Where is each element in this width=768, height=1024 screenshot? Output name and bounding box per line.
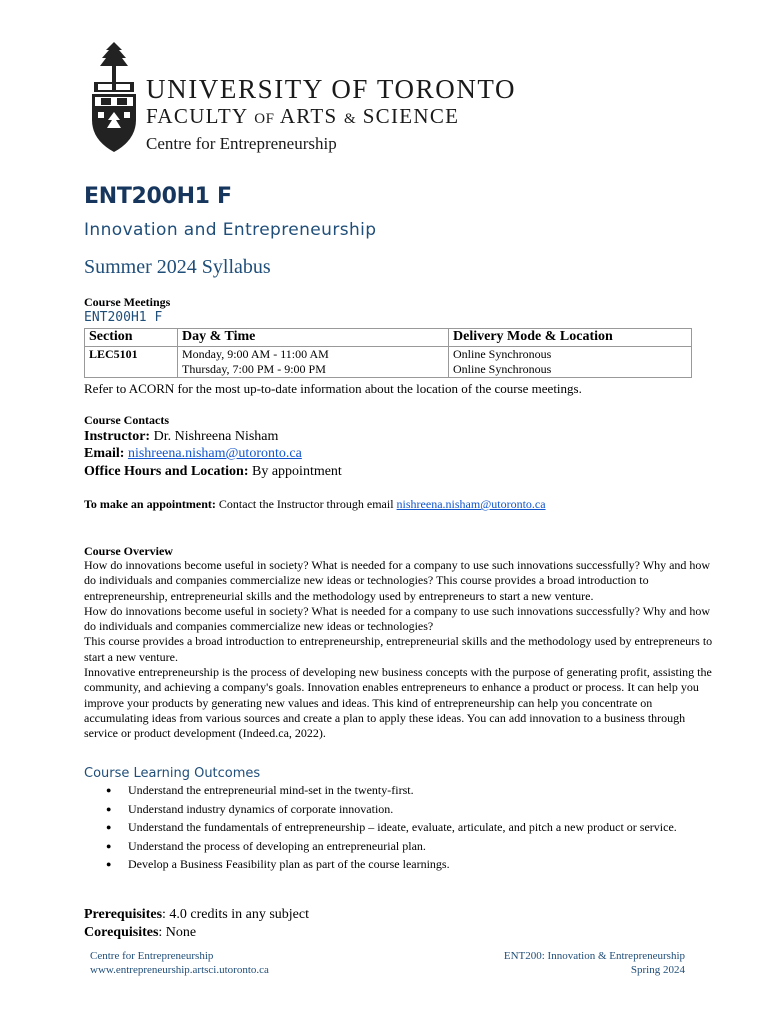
outcome-text: Understand industry dynamics of corporate innovation. (128, 801, 394, 816)
appointment-label: To make an appointment: (84, 497, 216, 511)
course-meetings-subheading: ENT200H1 F (84, 310, 163, 325)
footer-left (90, 949, 269, 977)
faculty-arts: ARTS (274, 104, 344, 128)
appointment-text: Contact the Instructor through email (215, 497, 397, 511)
faculty-name (146, 104, 459, 129)
syllabus-title: Summer 2024 Syllabus (84, 256, 271, 278)
email-line (84, 446, 302, 462)
column-header-section: Section (85, 329, 178, 347)
university-crest-icon (86, 40, 142, 156)
list-item (104, 802, 704, 818)
footer-website: www.entrepreneurship.artsci.utoronto.ca (90, 964, 269, 976)
faculty-ampersand: & (343, 111, 357, 127)
prerequisites-value: : 4.0 credits in any subject (162, 907, 309, 922)
table-row (85, 347, 692, 378)
learning-outcomes-heading: Course Learning Outcomes (84, 766, 261, 781)
university-name: UNIVERSITY OF TORONTO (146, 74, 517, 104)
appointment-line (84, 497, 546, 512)
bullet-icon: ● (106, 785, 112, 795)
instructor-label: Instructor: (84, 429, 151, 444)
column-header-time: Day & Time (178, 329, 449, 347)
outcome-text: Understand the fundamentals of entrepreneurship – ideate, evaluate, articulate, and pitch a new product or service. (128, 820, 677, 834)
meetings-table (84, 328, 692, 378)
cell-section: LEC5101 (85, 347, 178, 378)
corequisites-label: Corequisites (84, 925, 159, 940)
instructor-value: Dr. Nishreena Nisham (150, 429, 279, 444)
list-item (104, 857, 704, 873)
cell-mode-1: Online Synchronous (453, 347, 552, 361)
course-contacts-heading: Course Contacts (84, 413, 169, 427)
instructor-line (84, 429, 278, 445)
bullet-icon: ● (106, 840, 112, 851)
bullet-icon: ● (106, 859, 112, 869)
bullet-icon: ● (106, 822, 112, 832)
instructor-email-link[interactable]: nishreena.nisham@utoronto.ca (127, 446, 302, 461)
footer-course-name: ENT200: Innovation & Entrepreneurship (503, 950, 685, 962)
course-title: Innovation and Entrepreneurship (84, 220, 377, 240)
office-hours-line (84, 464, 342, 480)
faculty-of: OF (254, 111, 275, 127)
list-item (104, 783, 704, 799)
outcome-text: Develop a Business Feasibility plan as part of the course learnings. (128, 857, 450, 871)
university-logo (86, 40, 536, 160)
list-item (104, 839, 704, 855)
cell-mode (449, 347, 692, 378)
learning-outcomes-list (104, 783, 704, 876)
course-code: ENT200H1 F (84, 184, 232, 209)
list-item (104, 820, 704, 836)
column-header-delivery: Delivery Mode & Location (449, 329, 692, 347)
course-meetings-heading: Course Meetings (84, 295, 171, 309)
overview-paragraph-4: Innovative entrepreneurship is the process of developing new business concepts with the purpose of generating profit, assisting the community, and achieving a company's goals. Innovation enables entrepreneurs to enhance a product or process. It can help you improve your products by generating new values and ideas. This kind of entrepreneurship can help you concentrate on accumulating ideas from various sources and create a plan to apply these ideas. You can add innovation to a business through service or product development (Indeed.ca, 2022). (84, 665, 712, 741)
office-label: Office Hours and Location: (84, 464, 249, 479)
bullet-icon: ● (106, 803, 112, 814)
faculty-word: FACULTY (146, 104, 255, 128)
overview-paragraph-1: How do innovations become useful in society? What is needed for a company to use such innovations successfully? Why and how do individuals and companies commercialize new ideas or technologies? This course provides a broad introduction to entrepreneurship, entrepreneurial skills and the methodology used by entrepreneurs to start a new venture. (84, 558, 711, 603)
overview-paragraph-2: How do innovations become useful in society? What is needed for a company to use such innovations successfully? Why and how do individuals and companies commercialize new ideas or technologies? (84, 603, 711, 634)
corequisites-line (84, 925, 196, 941)
table-header-row (85, 329, 692, 347)
footer-right (504, 949, 685, 977)
footer-centre-name: Centre for Entrepreneurship (90, 950, 214, 962)
course-overview-heading: Course Overview (84, 544, 173, 558)
appointment-email-link[interactable]: nishreena.nisham@utoronto.ca (396, 497, 546, 511)
prerequisites-line (84, 907, 309, 923)
office-value: By appointment (248, 464, 342, 479)
cell-time-1: Monday, 9:00 AM - 11:00 AM (182, 347, 329, 361)
overview-paragraph-3: This course provides a broad introduction to entrepreneurship, entrepreneurial skills and the methodology used by entrepreneurs to start a new venture. (84, 634, 713, 664)
outcome-text: Understand the entrepreneurial mind-set in the twenty-first. (128, 783, 414, 797)
footer-term: Spring 2024 (630, 964, 685, 976)
corequisites-value: : None (158, 925, 197, 940)
outcome-text: Understand the process of developing an entrepreneurial plan. (128, 838, 426, 853)
prerequisites-label: Prerequisites (84, 907, 163, 922)
course-overview (84, 558, 716, 742)
email-label: Email: (84, 446, 125, 461)
cell-mode-2: Online Synchronous (453, 362, 552, 376)
acorn-note: Refer to ACORN for the most up-to-date information about the location of the course meetings. (84, 381, 582, 396)
cell-time (178, 347, 449, 378)
cell-time-2: Thursday, 7:00 PM - 9:00 PM (182, 362, 326, 376)
centre-name: Centre for Entrepreneurship (146, 134, 337, 153)
faculty-science: SCIENCE (356, 104, 460, 128)
